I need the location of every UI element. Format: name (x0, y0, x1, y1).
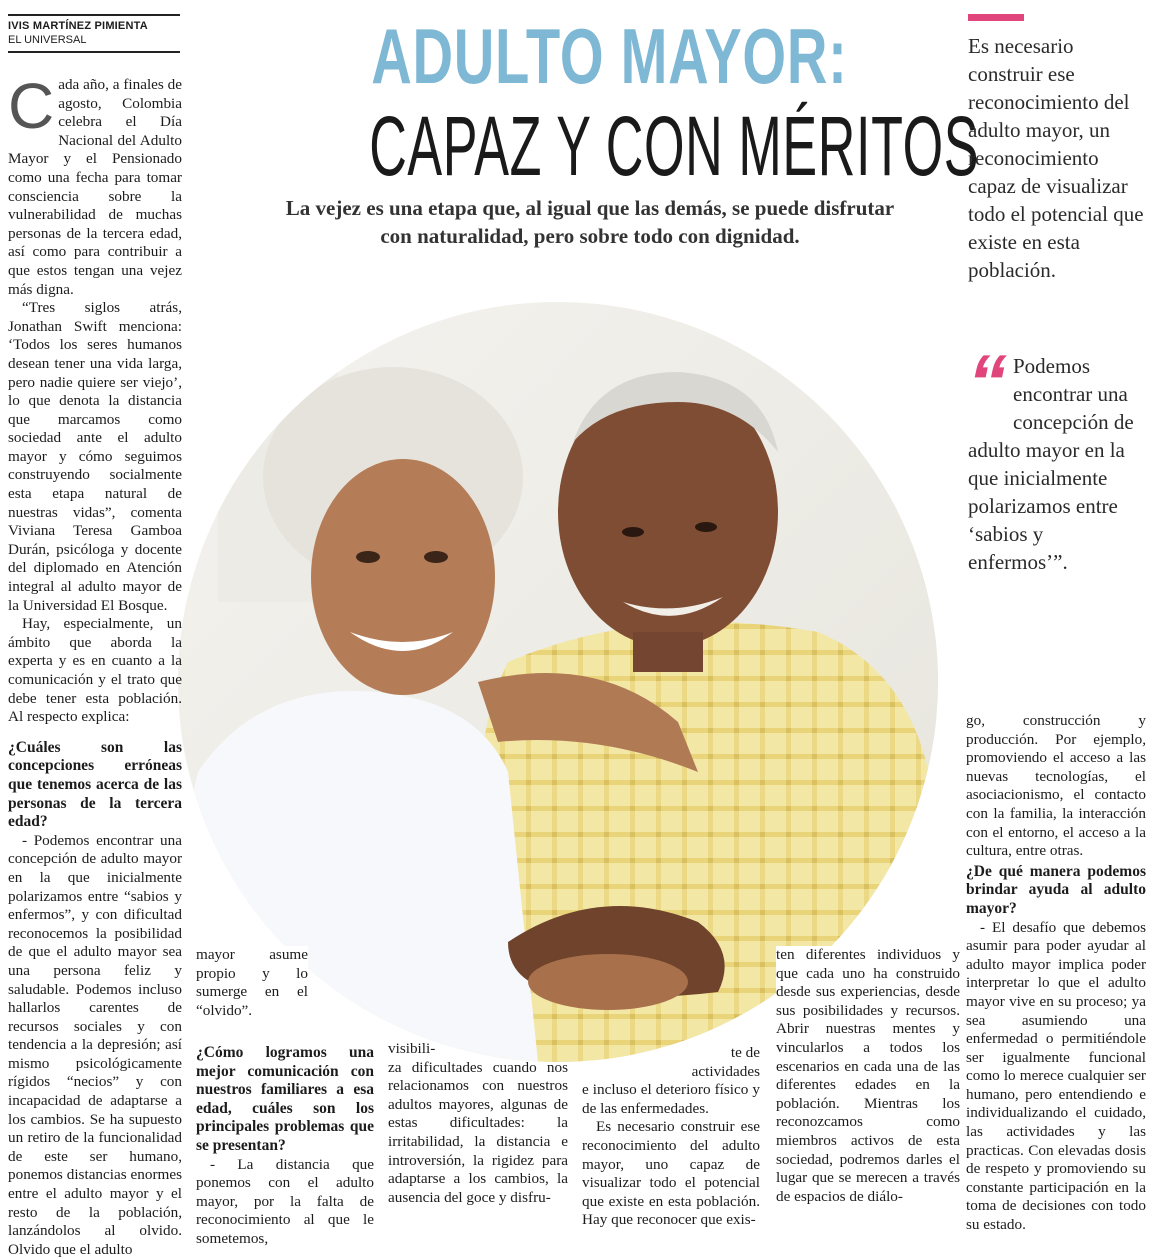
paragraph: Es necesario construir ese reconocimiento del adulto mayor, uno capaz de visualizar todo el potencial que existe en esta población. Hay que reconocer que exis- (582, 1118, 760, 1229)
interview-question: ¿Cuáles son las concepciones erróneas que tenemos acerca de las personas de la tercera edad? (8, 738, 182, 831)
fragment-lead: actividades (691, 1062, 760, 1080)
paragraph: - El desafío que debemos asumir para poder ayudar al adulto mayor implica poder interpretar lo que el adulto mayor vive en su proceso; ya sea asumiendo una enfermedad o permitiéndole ser igualmente funcional como lo merece cualquier ser humano, pero entendiendo e individualizando el cuidado, las actividades y las practicas. Con elevadas dosis de respeto y promoviendo su constante participación en la toma de decisiones con todo su estado. (966, 918, 1146, 1234)
paragraph: - Podemos encontrar una concepción de adulto mayor en la que inicialmente polarizamos entre “sabios y enfermos”, y con dificultad reconocemos la posibilidad de que el adulto mayor sea una persona feliz y saludable. Podemos incluso hallarlos carentes de recursos sociales y con tendencia a la depresión; así mismo psicológicamente rígidos “necios” y con incapacidad de adaptarse a los cambios. Se ha supuesto un retiro de la funcionalidad de este ser humano, ponemos distancias enormes entre el adulto mayor y el resto de la población, lanzándolos al olvido. Olvido que el adulto (8, 831, 182, 1258)
article-fragment-d (582, 1044, 760, 1230)
pullquote-second-text: Podemos encontrar una concepción de adulto mayor en la que inicialmente polarizamos entre ‘sabios y enfermos’”. (968, 354, 1134, 574)
fragment-lead: te de (730, 1044, 760, 1061)
article-column-1 (8, 70, 182, 1259)
byline (8, 14, 180, 53)
headline-line-1: ADULTO MAYOR: (371, 12, 848, 100)
paragraph: “Tres siglos atrás, Jonathan Swift menciona: ‘Todos los seres humanos desean tener una vida larga, pero nadie quiere ser viejo’, lo que denota la distancia que marcamos como sociedad ante el adulto mayor y cómo seguimos construyendo socialmente esta etapa natural de nuestras vidas”, comenta Viviana Teresa Gamboa Durán, psicóloga y docente del diplomado en Atención integral al adulto mayor de la Universidad El Bosque. (8, 299, 182, 614)
paragraph: go, construcción y producción. Por ejemplo, promoviendo el acceso a las nuevas tecnologías, el asociacionismo, el contacto con la familia, la interacción con el entorno, el acceso a la cultura, entre otras. (966, 712, 1146, 860)
interview-question: ¿Cómo logramos una mejor comunicación con nuestros familiares a esa edad, cuáles son los principales problemas que se presentan? (196, 1044, 374, 1154)
pullquote-first: Es necesario construir ese reconocimiento del adulto mayor, un reconocimiento capaz de visualizar todo el potencial que existe en esta población. (968, 34, 1144, 282)
paragraph: ten diferentes individuos y que cada uno ha construido desde sus experiencias, desde sus posibilidades y recursos. Abrir nuestras mentes y vincularlos a todos los escenarios en cada una de las diferentes edades en la población. Mientras los reconozcamos como miembros activos de esta sociedad, podremos darles el lugar que se merecen a través de espacios de diálo- (776, 946, 960, 1205)
paragraph: Hay, especialmente, un ámbito que aborda la experta y es en cuanto a la comunicación y el trato que debe tener esta población. Al respecto explica: (8, 615, 182, 726)
fragment-lead: visibili- (388, 1040, 436, 1057)
drop-cap: C (8, 70, 55, 142)
accent-bar (968, 14, 1024, 21)
outlet-name: EL UNIVERSAL (8, 34, 87, 46)
paragraph-intro (8, 70, 182, 299)
subtitle: La vejez es una etapa que, al igual que las demás, se puede disfrutar con naturalidad, pero sobre todo con dignidad. (285, 196, 895, 248)
paragraph: - La distancia que ponemos con el adulto mayor, por la falta de reconocimiento al que le sometemos, (196, 1155, 374, 1247)
author-name: IVIS MARTÍNEZ PIMIENTA (8, 20, 148, 32)
article-fragment-c (388, 1040, 568, 1207)
intro-text: ada año, a finales de agosto, Colombia celebra el Día Nacional del Adulto Mayor y el Pensionado como una fecha para tomar consciencia sobre la vulnerabilidad de muchas personas de la tercera edad, así como para contribuir a que estos tengan una vejez más digna. (8, 76, 182, 298)
paragraph: e incluso el deterioro físico y de las enfermedades. (582, 1081, 760, 1117)
quote-mark-icon: “ (958, 338, 1017, 426)
article-column-right (966, 712, 1146, 1235)
interview-question: ¿De qué manera podemos brindar ayuda al adulto mayor? (966, 862, 1146, 917)
pullquote-second (958, 338, 1146, 576)
article-fragment-b (196, 1044, 374, 1249)
article-fragment-a: mayor asume propio y lo sumerge en el “olvido”. (196, 946, 308, 1019)
headline-line-2: CAPAZ Y CON MÉRITOS (369, 99, 980, 193)
article-fragment-e (776, 946, 960, 1206)
paragraph: za dificultades cuando nos relacionamos con nuestros adultos mayores, algunas de estas dificultades: la irritabilidad, la distancia e introversión, la rigidez para adaptarse a los cambios, la ausencia del goce y disfru- (388, 1058, 568, 1206)
